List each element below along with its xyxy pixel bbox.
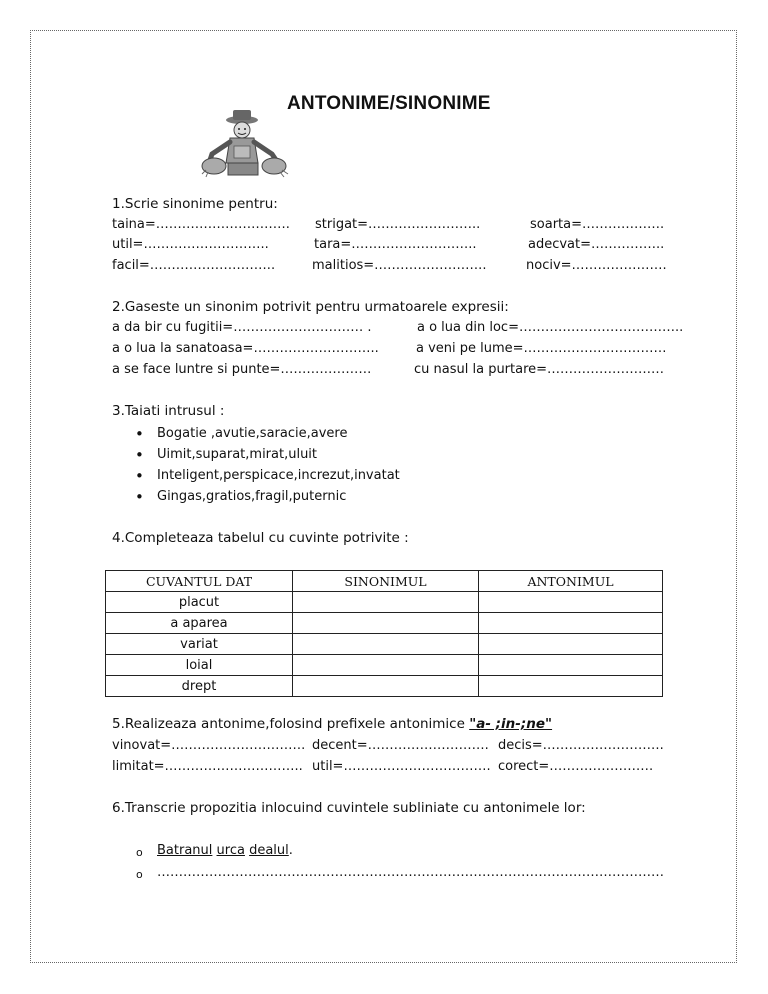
underlined-word: urca xyxy=(216,843,245,858)
sentence-end: . xyxy=(288,843,293,858)
ex6-answer-line[interactable]: ……………………………………………………………………………………………………… xyxy=(157,865,664,880)
circle-bullet-icon: o xyxy=(136,846,143,859)
list-item[interactable]: • Uimit,suparat,mirat,uluit xyxy=(157,445,400,466)
circle-bullet-icon: o xyxy=(136,868,143,881)
ex5-item[interactable]: util=……………………………. xyxy=(312,759,491,774)
column-header: SINONIMUL xyxy=(293,571,479,592)
list-item[interactable]: • Inteligent,perspicace,increzut,invatat xyxy=(157,466,400,487)
ex6-heading: 6.Transcrie propozitia inlocuind cuvintele subliniate cu antonimele lor: xyxy=(112,800,586,816)
ex2-item[interactable]: a da bir cu fugitii=………………………… . xyxy=(112,320,372,335)
ex2-item[interactable]: a o lua din loc=……………………………….. xyxy=(417,320,684,335)
column-header: CUVANTUL DAT xyxy=(106,571,293,592)
list-item[interactable]: • Bogatie ,avutie,saracie,avere xyxy=(157,424,400,445)
ex1-item[interactable]: soarta=………………. xyxy=(530,217,665,232)
given-word-cell: a aparea xyxy=(106,613,293,634)
table-row xyxy=(106,634,663,655)
ex5-item[interactable]: decent=………………………. xyxy=(312,738,489,753)
ex6-sentence xyxy=(157,843,293,858)
ex1-item[interactable]: strigat=…………………….. xyxy=(315,217,481,232)
ex1-item[interactable]: facil=……………………….. xyxy=(112,258,276,273)
underlined-word: dealul xyxy=(249,843,289,858)
antonym-cell[interactable] xyxy=(479,655,663,676)
antonym-cell[interactable] xyxy=(479,634,663,655)
ex3-heading: 3.Taiati intrusul : xyxy=(112,403,225,419)
given-word-cell: placut xyxy=(106,592,293,613)
ex1-item[interactable]: tara=……………………….. xyxy=(314,237,477,252)
ex4-heading: 4.Completeaza tabelul cu cuvinte potrivite : xyxy=(112,530,409,546)
synonym-antonym-table xyxy=(105,570,663,697)
synonym-cell[interactable] xyxy=(293,634,479,655)
ex5-item[interactable]: decis=………………………. xyxy=(498,738,664,753)
column-header: ANTONIMUL xyxy=(479,571,663,592)
table-row xyxy=(106,676,663,697)
ex2-item[interactable]: a se face luntre si punte=………………… xyxy=(112,362,372,377)
ex5-item[interactable]: vinovat=…………………………. xyxy=(112,738,306,753)
given-word-cell: variat xyxy=(106,634,293,655)
scarecrow-clipart-icon xyxy=(200,108,292,180)
ex5-prefixes: "a- ;in-;ne" xyxy=(469,716,553,732)
table-row xyxy=(106,592,663,613)
ex2-item[interactable]: a o lua la sanatoasa=……………………….. xyxy=(112,341,379,356)
ex2-item[interactable]: a veni pe lume=…………………………… xyxy=(416,341,667,356)
given-word-cell: drept xyxy=(106,676,293,697)
ex1-heading: 1.Scrie sinonime pentru: xyxy=(112,196,278,212)
ex1-item[interactable]: adecvat=…………….. xyxy=(528,237,665,252)
table-row xyxy=(106,655,663,676)
table-header-row xyxy=(106,571,663,592)
ex3-list xyxy=(112,424,400,508)
ex2-heading: 2.Gaseste un sinonim potrivit pentru urmatoarele expresii: xyxy=(112,299,509,315)
table-row xyxy=(106,613,663,634)
ex1-item[interactable]: taina=…………………………. xyxy=(112,217,290,232)
synonym-cell[interactable] xyxy=(293,592,479,613)
synonym-cell[interactable] xyxy=(293,655,479,676)
synonym-cell[interactable] xyxy=(293,676,479,697)
antonym-cell[interactable] xyxy=(479,676,663,697)
ex5-item[interactable]: limitat=………………………….. xyxy=(112,759,303,774)
ex5-heading xyxy=(112,716,552,732)
ex1-item[interactable]: nociv=…………………. xyxy=(526,258,667,273)
antonym-cell[interactable] xyxy=(479,592,663,613)
given-word-cell: loial xyxy=(106,655,293,676)
antonym-cell[interactable] xyxy=(479,613,663,634)
ex1-item[interactable]: util=……………………….. xyxy=(112,237,269,252)
synonym-cell[interactable] xyxy=(293,613,479,634)
ex5-heading-text: 5.Realizeaza antonime,folosind prefixele antonimice xyxy=(112,716,470,732)
ex1-item[interactable]: malitios=…………………….. xyxy=(312,258,487,273)
list-item[interactable]: • Gingas,gratios,fragil,puternic xyxy=(157,487,400,508)
ex5-item[interactable]: corect=…………………… xyxy=(498,759,654,774)
ex2-item[interactable]: cu nasul la purtare=……………………… xyxy=(414,362,665,377)
page-title: ANTONIME/SINONIME xyxy=(287,93,491,114)
underlined-word: Batranul xyxy=(157,843,213,858)
